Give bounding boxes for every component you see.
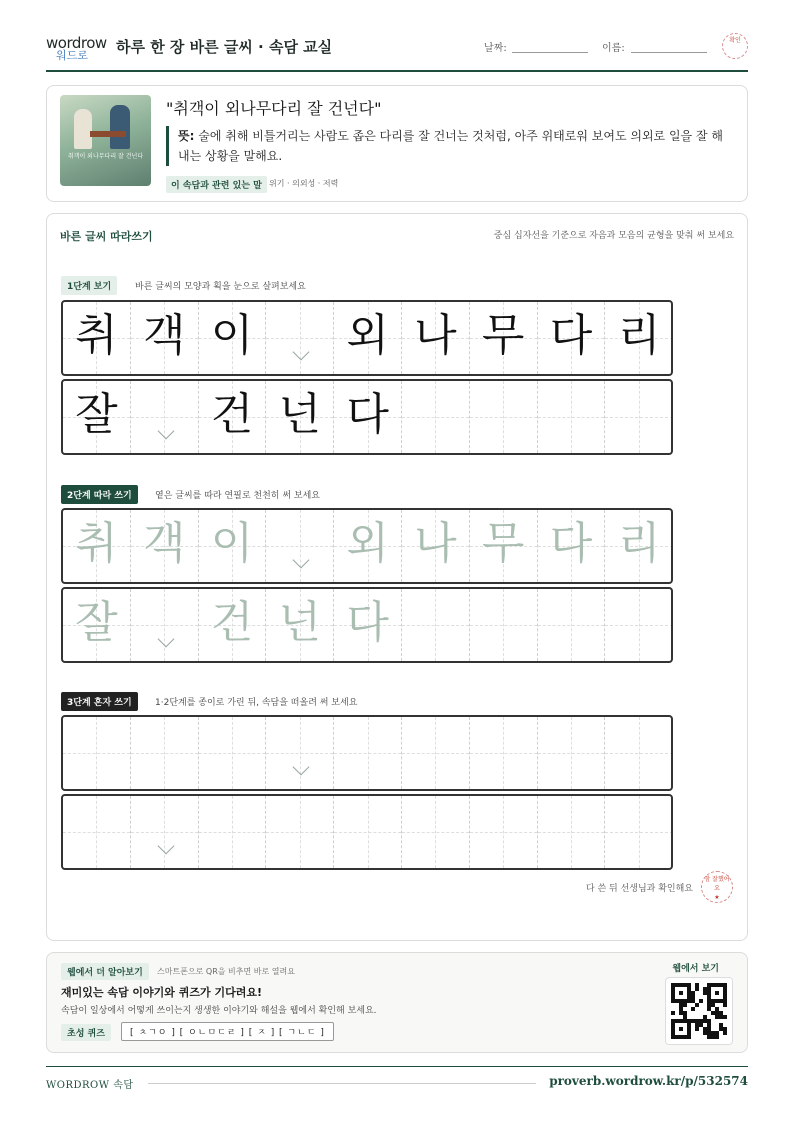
logo — [46, 34, 107, 62]
writing-cell — [63, 302, 131, 374]
web-description: 속담이 일상에서 어떻게 쓰이는지 생생한 이야기와 해설을 웹에서 확인해 보세요. — [61, 1006, 377, 1016]
proverb-title: "취객이 외나무다리 잘 건넌다" — [166, 99, 382, 118]
quiz-label: 초성 퀴즈 — [61, 1024, 111, 1041]
writing-cell[interactable] — [538, 717, 606, 789]
writing-cell — [334, 381, 402, 453]
figure-left — [74, 109, 92, 149]
step2-label: 2단계 따라 쓰기 — [61, 485, 138, 504]
footer-divider — [46, 1066, 748, 1067]
step1-desc: 바른 글씨의 모양과 획을 눈으로 살펴보세요 — [135, 282, 306, 292]
writing-cell[interactable] — [334, 796, 402, 868]
web-hint: 스마트폰으로 QR을 비추면 바로 열려요 — [157, 967, 295, 976]
web-view-label: 웹에서 보기 — [672, 964, 719, 974]
writing-cell[interactable] — [470, 717, 538, 789]
writing-cell — [266, 381, 334, 453]
writing-cell[interactable] — [63, 510, 131, 582]
writing-cell[interactable] — [470, 510, 538, 582]
writing-cell — [605, 302, 673, 374]
page-header — [46, 30, 748, 72]
practice-title: 바른 글씨 따라쓰기 — [60, 230, 153, 243]
footer-url[interactable]: proverb.wordrow.kr/p/532574 — [549, 1074, 748, 1088]
meaning-text: 술에 취해 비틀거리는 사람도 좁은 다리를 잘 건너는 것처럼, 아주 위태로워 보여도 의외로 일을 잘 해내는 상황을 말해요. — [178, 129, 723, 163]
logo-main: wordrow — [46, 34, 107, 52]
writing-cell[interactable] — [131, 510, 199, 582]
writing-char — [266, 510, 333, 582]
writing-char — [266, 302, 333, 374]
page-title: 하루 한 장 바른 글씨 · 속담 교실 — [116, 38, 333, 56]
writing-cell[interactable] — [605, 589, 673, 661]
writing-char: 넌 — [278, 389, 322, 440]
writing-cell[interactable] — [470, 796, 538, 868]
footer-brand: WORDROW 속담 — [46, 1080, 134, 1091]
step3-desc: 1·2단계를 종이로 가린 뒤, 속담을 떠올려 써 보세요 — [155, 698, 358, 708]
writing-cell[interactable] — [63, 717, 131, 789]
writing-cell[interactable] — [605, 510, 673, 582]
qr-grid — [671, 983, 727, 1039]
writing-cell[interactable] — [63, 796, 131, 868]
writing-cell[interactable] — [402, 589, 470, 661]
bridge-shape — [90, 131, 126, 137]
name-field[interactable] — [631, 52, 707, 53]
step2-desc: 옅은 글씨를 따라 연필로 천천히 써 보세요 — [155, 491, 320, 501]
star-stamp-icon: 참 잘했어요 ★ — [701, 871, 733, 903]
writing-cell — [199, 302, 267, 374]
writing-char — [538, 381, 605, 453]
writing-cell[interactable] — [605, 717, 673, 789]
writing-cell[interactable] — [131, 589, 199, 661]
step1-row-1 — [61, 300, 673, 376]
writing-cell — [538, 381, 606, 453]
writing-char: 다 — [346, 389, 389, 440]
writing-char — [538, 589, 605, 661]
proverb-illustration — [60, 95, 151, 186]
illustration-caption: 취객이 외나무다리 잘 건넌다 — [67, 153, 144, 160]
writing-char: 나 — [414, 310, 457, 361]
writing-cell[interactable] — [538, 796, 606, 868]
writing-cell — [334, 302, 402, 374]
writing-cell[interactable] — [131, 717, 199, 789]
writing-cell — [131, 302, 199, 374]
writing-cell[interactable] — [199, 796, 267, 868]
writing-char — [402, 589, 469, 661]
stamp-text: 확인 — [729, 37, 741, 44]
web-headline: 재미있는 속담 이야기와 퀴즈가 기다려요! — [61, 986, 262, 999]
space-mark-icon — [293, 759, 310, 776]
writing-cell — [470, 381, 538, 453]
writing-cell[interactable] — [402, 510, 470, 582]
writing-cell — [199, 381, 267, 453]
practice-hint: 중심 십자선을 기준으로 자음과 모음의 균형을 맞춰 써 보세요 — [493, 231, 734, 241]
step3-row-1[interactable] — [61, 715, 673, 791]
writing-char — [470, 381, 537, 453]
writing-char: 다 — [346, 597, 389, 648]
check-note: 다 쓴 뒤 선생님과 확인해요 — [585, 884, 693, 894]
writing-char: 건 — [210, 597, 254, 648]
related-label: 이 속담과 관련 있는 말 — [166, 176, 267, 193]
writing-char — [605, 381, 673, 453]
proverb-card — [46, 85, 748, 202]
quiz-value: [ ㅊㄱㅇ ] [ ㅇㄴㅁㄷㄹ ] [ ㅈ ] [ ㄱㄴㄷ ] — [121, 1022, 334, 1041]
writing-char: 넌 — [278, 597, 322, 648]
writing-cell[interactable] — [538, 510, 606, 582]
writing-char: 객 — [142, 518, 186, 569]
writing-char: 외 — [346, 518, 389, 569]
writing-cell — [538, 302, 606, 374]
related-words: 위기 · 의외성 · 저력 — [269, 179, 339, 188]
writing-char — [131, 589, 198, 661]
check-stamp-text: 참 잘했어요 — [704, 876, 730, 892]
name-label: 이름: — [602, 43, 625, 54]
logo-sub: 워드로 — [56, 49, 88, 62]
writing-char: 외 — [346, 310, 389, 361]
writing-cell[interactable] — [266, 589, 334, 661]
proverb-meaning — [166, 126, 726, 166]
writing-char — [470, 589, 537, 661]
writing-cell — [605, 381, 673, 453]
writing-cell[interactable] — [131, 796, 199, 868]
writing-char: 객 — [142, 310, 186, 361]
writing-cell — [402, 381, 470, 453]
writing-cell[interactable] — [199, 510, 267, 582]
writing-cell[interactable] — [402, 796, 470, 868]
writing-char: 이 — [210, 310, 254, 361]
writing-cell[interactable] — [605, 796, 673, 868]
writing-cell[interactable] — [538, 589, 606, 661]
writing-cell — [402, 302, 470, 374]
writing-char: 건 — [210, 389, 254, 440]
web-tag: 웹에서 더 알아보기 — [61, 963, 149, 980]
writing-char: 다 — [549, 518, 593, 569]
writing-cell[interactable] — [334, 589, 402, 661]
qr-code-icon[interactable] — [665, 977, 733, 1045]
writing-cell[interactable] — [63, 589, 131, 661]
writing-cell[interactable] — [470, 589, 538, 661]
writing-cell[interactable] — [266, 796, 334, 868]
writing-char: 이 — [210, 518, 254, 569]
writing-char: 리 — [618, 310, 661, 361]
writing-cell[interactable] — [334, 510, 402, 582]
writing-cell[interactable] — [199, 717, 267, 789]
meaning-label: 뜻: — [178, 129, 195, 143]
writing-char: 다 — [549, 310, 593, 361]
step1-row-2 — [61, 379, 673, 455]
writing-char: 취 — [75, 518, 118, 569]
writing-char — [605, 589, 673, 661]
figure-right — [110, 105, 130, 149]
step3-label: 3단계 혼자 쓰기 — [61, 692, 138, 711]
writing-cell[interactable] — [402, 717, 470, 789]
web-promo — [46, 952, 748, 1053]
writing-cell — [266, 302, 334, 374]
writing-cell[interactable] — [199, 589, 267, 661]
writing-cell[interactable] — [334, 717, 402, 789]
practice-panel — [46, 213, 748, 941]
step2-row-1[interactable] — [61, 508, 673, 584]
date-field[interactable] — [512, 52, 588, 53]
writing-cell[interactable] — [266, 510, 334, 582]
writing-char: 무 — [481, 310, 525, 361]
footer-rule — [148, 1083, 536, 1084]
step3-row-2[interactable] — [61, 794, 673, 870]
step1-label: 1단계 보기 — [61, 276, 117, 295]
writing-char: 취 — [75, 310, 118, 361]
writing-char: 나 — [414, 518, 457, 569]
step2-row-2[interactable] — [61, 587, 673, 663]
date-label: 날짜: — [484, 43, 507, 54]
writing-char: 잘 — [75, 389, 118, 440]
check-stamp-icon — [722, 33, 748, 59]
writing-char: 리 — [618, 518, 661, 569]
writing-cell — [131, 381, 199, 453]
space-mark-icon — [157, 838, 174, 855]
writing-cell — [63, 381, 131, 453]
writing-char — [402, 381, 469, 453]
writing-char: 잘 — [75, 597, 118, 648]
writing-cell — [470, 302, 538, 374]
writing-char: 무 — [481, 518, 525, 569]
writing-char — [131, 381, 198, 453]
writing-cell[interactable] — [266, 717, 334, 789]
